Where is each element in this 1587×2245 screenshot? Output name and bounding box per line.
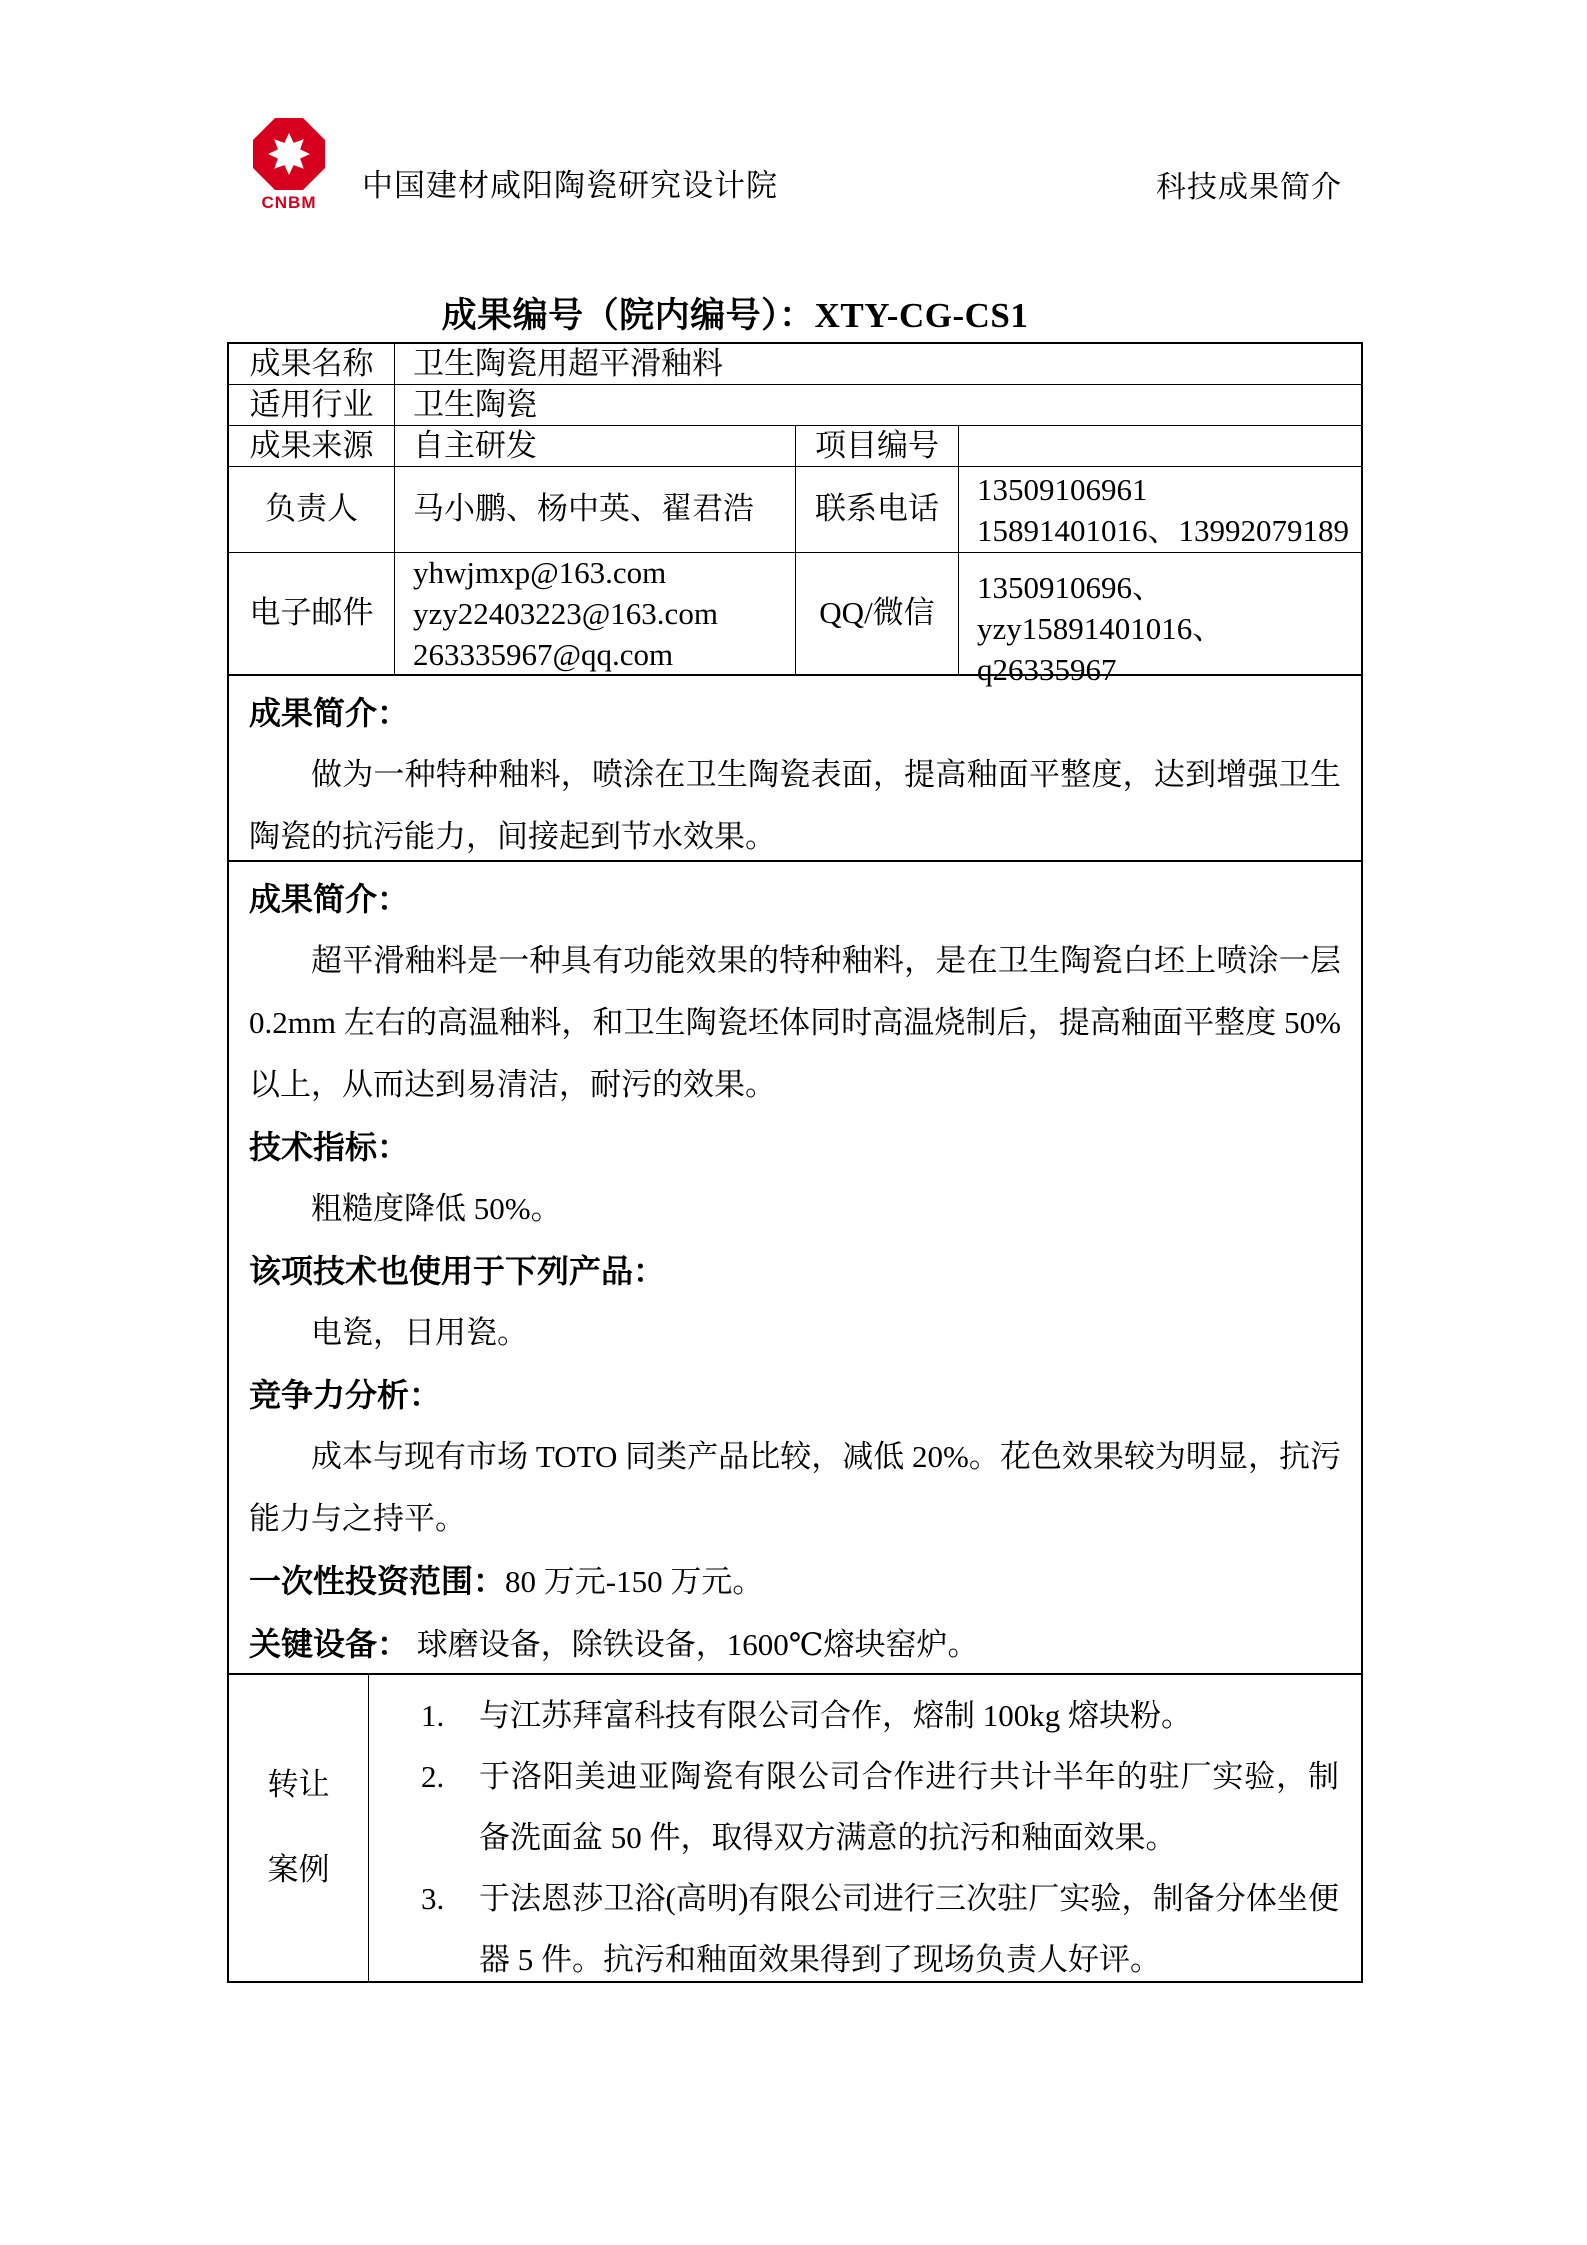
field-label-industry: 适用行业 (229, 385, 395, 425)
investment-value: 80 万元-150 万元。 (505, 1564, 764, 1599)
row-industry (229, 385, 1361, 426)
field-value-phone (959, 467, 1361, 552)
transfer-label-line-1: 转让 (267, 1767, 330, 1803)
field-label-result-name: 成果名称 (229, 344, 395, 384)
field-value-email (395, 553, 796, 674)
summary-2-heading: 成果简介： (249, 881, 410, 917)
field-label-transfer-cases (229, 1675, 369, 1981)
field-value-source: 自主研发 (395, 426, 796, 466)
row-summary-1 (229, 676, 1361, 862)
transfer-case-number: 1. (421, 1698, 445, 1733)
field-label-qq-wechat: QQ/微信 (796, 553, 959, 674)
row-main-sections (229, 862, 1361, 1675)
field-value-project-no (959, 426, 1361, 466)
page-title: 成果编号（院内编号）：XTY-CG-CS1 (441, 296, 1029, 335)
transfer-case-item (421, 1746, 1339, 1868)
email-line-1: yhwjmxp@163.com (413, 555, 667, 590)
email-line-3: 263335967@qq.com (413, 637, 674, 672)
achievement-table (227, 342, 1363, 1983)
logo-abbr-text: CNBM (261, 193, 317, 212)
transfer-case-text: 与江苏拜富科技有限公司合作，熔制 100kg 熔块粉。 (479, 1698, 1192, 1733)
row-transfer-cases (229, 1675, 1361, 1981)
competitiveness-body: 成本与现有市场 TOTO 同类产品比较，减低 20%。花色效果较为明显，抗污能力与之持平。 (249, 1439, 1341, 1536)
field-label-source: 成果来源 (229, 426, 395, 466)
transfer-case-text: 于法恩莎卫浴(高明)有限公司进行三次驻厂实验，制备分体坐便器 5 件。抗污和釉面效果得到了现场负责人好评。 (479, 1881, 1339, 1977)
field-value-leader: 马小鹏、杨中英、翟君浩 (395, 467, 796, 552)
investment-line (249, 1550, 1341, 1613)
qq-line-1: 1350910696、yzy15891401016、 (977, 570, 1224, 646)
org-name: 中国建材咸阳陶瓷研究设计院 (362, 168, 778, 203)
section-main (229, 862, 1361, 1673)
qq-line-2: q26335967 (977, 652, 1117, 687)
row-result-name (229, 344, 1361, 385)
email-line-2: yzy22403223@163.com (413, 596, 718, 631)
tech-spec-body: 粗糙度降低 50%。 (311, 1191, 562, 1226)
transfer-case-text: 于洛阳美迪亚陶瓷有限公司合作进行共计半年的驻厂实验，制备洗面盆 50 件，取得双方满意的抗污和釉面效果。 (479, 1759, 1339, 1855)
field-value-result-name: 卫生陶瓷用超平滑釉料 (413, 345, 723, 381)
field-label-email: 电子邮件 (229, 553, 395, 674)
section-summary-1 (229, 676, 1361, 860)
field-value-industry: 卫生陶瓷 (413, 386, 537, 422)
doc-type-label: 科技成果简介 (1156, 171, 1342, 204)
competitiveness-heading: 竞争力分析： (249, 1377, 442, 1413)
field-value-qq-wechat (959, 553, 1361, 687)
phone-line-2: 15891401016、13992079189 (977, 512, 1349, 548)
other-products-body: 电瓷，日用瓷。 (311, 1315, 528, 1350)
transfer-case-list (369, 1675, 1361, 1981)
cnbm-logo (246, 116, 332, 213)
field-label-phone: 联系电话 (796, 467, 959, 552)
summary-2-body: 超平滑釉料是一种具有功能效果的特种釉料，是在卫生陶瓷白坯上喷涂一层 0.2mm 左右的高温釉料，和卫生陶瓷坯体同时高温烧制后，提高釉面平整度 50%以上，从而达到易清洁，耐污的效果。 (249, 943, 1341, 1102)
row-source (229, 426, 1361, 467)
row-leader (229, 467, 1361, 553)
equipment-value: 球磨设备，除铁设备，1600℃熔块窑炉。 (409, 1627, 979, 1662)
field-label-project-no: 项目编号 (796, 426, 959, 466)
transfer-case-number: 2. (421, 1759, 445, 1794)
investment-label: 一次性投资范围： (249, 1563, 506, 1599)
field-label-leader: 负责人 (229, 467, 395, 552)
cnbm-octagon-star-icon (251, 116, 327, 192)
phone-line-1: 13509106961 (977, 471, 1148, 507)
summary-1-heading: 成果简介： (249, 695, 410, 731)
transfer-case-item (421, 1868, 1339, 1990)
equipment-line (249, 1613, 1341, 1676)
summary-1-body: 做为一种特种釉料，喷涂在卫生陶瓷表面，提高釉面平整度，达到增强卫生陶瓷的抗污能力，间接起到节水效果。 (249, 757, 1341, 854)
transfer-case-number: 3. (421, 1881, 445, 1916)
other-products-heading: 该项技术也使用于下列产品： (249, 1253, 666, 1289)
tech-spec-heading: 技术指标： (249, 1129, 410, 1165)
row-email (229, 553, 1361, 687)
equipment-label: 关键设备： (249, 1626, 410, 1662)
transfer-label-line-2: 案例 (267, 1852, 330, 1887)
transfer-case-item (421, 1685, 1339, 1746)
